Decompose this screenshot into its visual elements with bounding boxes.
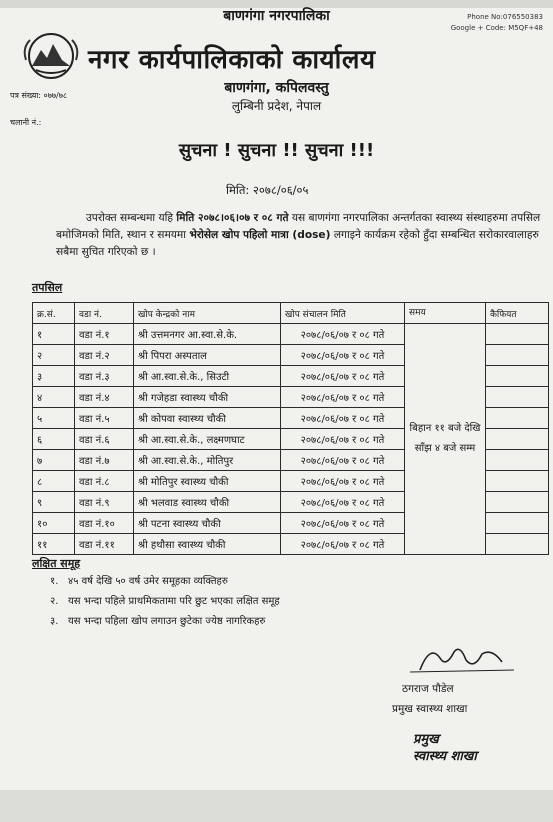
- stamp-line-2: स्वास्थ्य शाखा: [413, 749, 477, 764]
- cell-date: २०७८/०६/०७ र ०८ गते: [281, 324, 405, 345]
- cell-center: श्री हथौसा स्वास्थ्य चौकी: [134, 534, 281, 555]
- cell-center: श्री पिपरा अस्पताल: [134, 345, 281, 366]
- cell-center: श्री मोतिपुर स्वास्थ्य चौकी: [134, 471, 281, 492]
- col-remarks: कैफियत: [486, 303, 549, 324]
- cell-center: श्री आ.स्वा.से.के., मोतिपुर: [134, 450, 281, 471]
- col-date: खोप संचालन मिति: [281, 303, 405, 324]
- cell-remarks: [486, 450, 549, 471]
- cell-center: श्री कोपवा स्वास्थ्य चौकी: [134, 408, 281, 429]
- cell-date: २०७८/०६/०७ र ०८ गते: [281, 366, 405, 387]
- cell-remarks: [486, 324, 549, 345]
- cell-date: २०७८/०६/०७ र ०८ गते: [281, 345, 405, 366]
- cell-remarks: [486, 492, 549, 513]
- cell-sn: ५: [33, 408, 75, 429]
- cell-remarks: [486, 429, 549, 450]
- cell-remarks: [486, 534, 549, 555]
- dispatch-number: चलानी नं.:: [10, 118, 42, 127]
- list-item: [50, 612, 280, 632]
- cell-sn: ४: [33, 387, 75, 408]
- phone-number: Phone No:076550383: [467, 13, 543, 21]
- reference-number: पत्र संख्या: ०७७/७८: [10, 91, 68, 100]
- cell-ward: वडा नं.५: [75, 408, 134, 429]
- cell-ward: वडा नं.६: [75, 429, 134, 450]
- list-item: [50, 572, 280, 592]
- vaccination-schedule-table: [32, 302, 549, 555]
- notice-body: [56, 210, 546, 261]
- cell-date: २०७८/०६/०७ र ०८ गते: [281, 408, 405, 429]
- cell-sn: १०: [33, 513, 75, 534]
- details-label: तपसिल: [32, 281, 63, 294]
- cell-date: २०७८/०६/०७ र ०८ गते: [281, 513, 405, 534]
- province-name: लुम्बिनी प्रदेश, नेपाल: [231, 99, 322, 113]
- col-time: समय: [405, 303, 486, 324]
- cell-ward: वडा नं.३: [75, 366, 134, 387]
- office-stamp: [413, 731, 477, 765]
- list-item-text: ४५ वर्ष देखि ५० वर्ष उमेर समूहका व्यक्तिहरु: [68, 576, 228, 587]
- body-post: लगाइने कार्यक्रम रहेको हुँदा सम्बन्धित सरोकारवालाहरु सबैमा सुचित गरिएको छ ।: [56, 229, 539, 258]
- cell-center: श्री भलवाड स्वास्थ्य चौकी: [134, 492, 281, 513]
- cell-date: २०७८/०६/०७ र ०८ गते: [281, 492, 405, 513]
- cell-sn: १: [33, 324, 75, 345]
- cell-sn: ७: [33, 450, 75, 471]
- body-vaccine: भेरोसेल खोप पहिलो मात्रा (dose): [189, 229, 331, 241]
- scan-bottom-edge: [0, 790, 553, 822]
- list-item-text: यस भन्दा पहिले प्राथमिकतामा परि छुट भएका लक्षित समूह: [68, 596, 280, 607]
- table-body: [33, 324, 549, 555]
- cell-date: २०७८/०६/०७ र ०८ गते: [281, 450, 405, 471]
- cell-ward: वडा नं.९: [75, 492, 134, 513]
- cell-center: श्री उत्तमनगर आ.स्वा.से.के.: [134, 324, 281, 345]
- cell-center: श्री पटना स्वास्थ्य चौकी: [134, 513, 281, 534]
- list-item-number: १.: [50, 576, 59, 587]
- notice-date: मिति: २०७८/०६/०५: [226, 183, 309, 197]
- office-name: नगर कार्यपालिकाको कार्यालय: [88, 45, 376, 75]
- list-item-number: ३.: [50, 616, 59, 627]
- cell-remarks: [486, 387, 549, 408]
- col-center: खोप केन्द्रको नाम: [134, 303, 281, 324]
- cell-center: श्री आ.स्वा.से.के., लक्ष्मणघाट: [134, 429, 281, 450]
- municipality-name: बाणगंगा नगरपालिका: [223, 8, 330, 24]
- table-row: [33, 324, 549, 345]
- nepal-emblem-icon: [22, 30, 80, 82]
- cell-time: बिहान ११ बजे देखि साँझ ४ बजे सम्म: [405, 324, 486, 555]
- list-item-text: यस भन्दा पहिला खोप लगाउन छुटेका ज्येष्ठ नागरिकहरु: [68, 616, 266, 627]
- cell-remarks: [486, 345, 549, 366]
- cell-center: श्री गजेहडा स्वास्थ्य चौकी: [134, 387, 281, 408]
- list-item-number: २.: [50, 596, 59, 607]
- stamp-line-1: प्रमुख: [413, 732, 439, 747]
- cell-sn: ६: [33, 429, 75, 450]
- signer-title: प्रमुख स्वास्थ्य शाखा: [392, 703, 468, 715]
- target-group-label: लक्षित समूह: [32, 557, 81, 570]
- cell-date: २०७८/०६/०७ र ०८ गते: [281, 534, 405, 555]
- cell-date: २०७८/०६/०७ र ०८ गते: [281, 429, 405, 450]
- cell-ward: वडा नं.१०: [75, 513, 134, 534]
- col-sn: क्र.सं.: [33, 303, 75, 324]
- body-pre: उपरोक्त सम्बन्धमा यहि: [86, 212, 177, 224]
- cell-ward: वडा नं.७: [75, 450, 134, 471]
- cell-sn: ९: [33, 492, 75, 513]
- cell-ward: वडा नं.४: [75, 387, 134, 408]
- cell-ward: वडा नं.१: [75, 324, 134, 345]
- cell-remarks: [486, 366, 549, 387]
- table-header-row: [33, 303, 549, 324]
- cell-center: श्री आ.स्वा.से.के., सिउटी: [134, 366, 281, 387]
- cell-sn: ११: [33, 534, 75, 555]
- notice-title: सुचना ! सुचना !! सुचना !!!: [178, 140, 375, 161]
- target-group-list: [50, 572, 280, 632]
- office-address: बाणगंगा, कपिलवस्तु: [224, 80, 329, 96]
- cell-ward: वडा नं.८: [75, 471, 134, 492]
- cell-remarks: [486, 513, 549, 534]
- cell-sn: २: [33, 345, 75, 366]
- signature-mark: [402, 640, 520, 676]
- body-date: मिति २०७८।०६।०७ र ०८ गते: [176, 212, 289, 224]
- body-mid: यस बाणगंगा नगरपालिका अन्तर्गतका स्वास्थ्य संस्थाहरुमा तपसिल बमोजिमको मिति, स्थान र समयमा: [56, 212, 541, 241]
- cell-ward: वडा नं.२: [75, 345, 134, 366]
- cell-remarks: [486, 471, 549, 492]
- contact-info: [451, 12, 543, 34]
- cell-date: २०७८/०६/०७ र ०८ गते: [281, 387, 405, 408]
- cell-ward: वडा नं.११: [75, 534, 134, 555]
- cell-sn: ३: [33, 366, 75, 387]
- cell-remarks: [486, 408, 549, 429]
- cell-sn: ८: [33, 471, 75, 492]
- signer-name: ठगराज पौडेल: [402, 683, 454, 695]
- col-ward: वडा नं.: [75, 303, 134, 324]
- plus-code: Google + Code: M5QF+48: [450, 24, 543, 32]
- cell-date: २०७८/०६/०७ र ०८ गते: [281, 471, 405, 492]
- list-item: [50, 592, 280, 612]
